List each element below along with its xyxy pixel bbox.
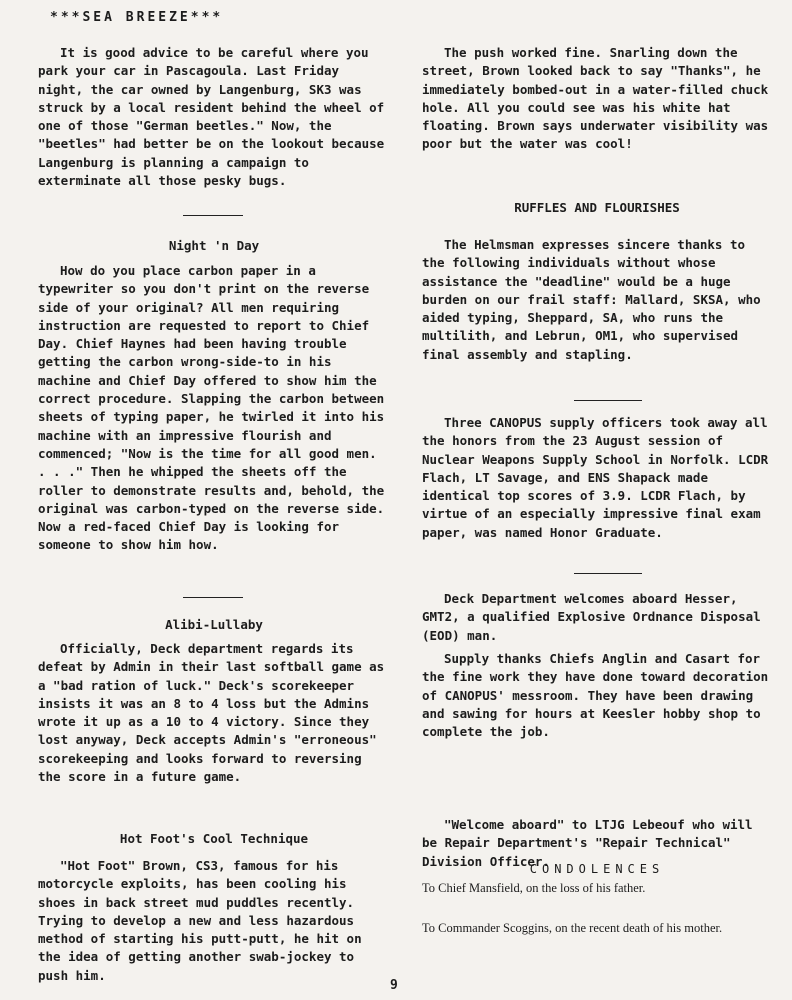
alibi-lullaby-article: Officially, Deck department regards its defeat by Admin in their last softball game as a "bad ration of luck." Deck's scorekeeper insists it was an 8 to 4 loss but the Admins wrote it up as a 10 to 4 victory. Since they lost anyway, Deck accepts Admin's "erroneous" scorekeeping and looks forward to reversing the score in a future game. xyxy=(38,641,385,785)
canopus-officers-article: Three CANOPUS supply officers took away all the honors from the 23 August session of Nuclear Weapons Supply School in Norfolk. LCDR Flach, LT Savage, and ENS Shapack made identical top scores of 3.9. LCDR Flach, by virtue of an especially impressive final exam paper, was named Honor Graduate. xyxy=(422,415,769,540)
ruffles-heading: RUFFLES AND FLOURISHES xyxy=(514,200,680,215)
divider-rule xyxy=(574,400,642,401)
deck-department-article: Deck Department welcomes aboard Hesser, GMT2, a qualified Explosive Ordnance Disposal (EOD) man. xyxy=(422,591,761,643)
divider-rule xyxy=(574,573,642,574)
parking-article: It is good advice to be careful where you park your car in Pascagoula. Last Friday night, the car owned by Langenburg, SK3 was struck by a local resident behind the wheel of one of those "German beetles." Now, the "beetles" had better be on the lookout because Langenburg is planning a campaign to exterminate all those pesky bugs. xyxy=(38,45,385,189)
condolence-item: To Chief Mansfield, on the loss of his father. xyxy=(422,881,646,895)
hot-foot-article: "Hot Foot" Brown, CS3, famous for his motorcycle exploits, has been cooling his shoes in back street mud puddles recently. Trying to develop a new and less hazardous method of starting his putt-putt, he hit on the idea of getting another swab-jockey to push him. xyxy=(38,858,362,983)
welcome-aboard-article: "Welcome aboard" to LTJG Lebeouf who will be Repair Department's "Repair Technical" Division Officer. xyxy=(422,817,753,869)
condolences-heading: CONDOLENCES xyxy=(529,862,665,876)
hot-foot-heading: Hot Foot's Cool Technique xyxy=(119,831,309,846)
night-n-day-article: How do you place carbon paper in a typewriter so you don't print on the reverse side of your original? All men requiring instruction are requested to report to Chief Day. Chief Haynes had been having trouble getting the carbon wrong-side-to in his machine and Chief Day offered to show him the correct procedure. Slapping the carbon between sheets of typing paper, he twirled it into his machine with an impressive flourish and commenced; "Now is the time for all good men. . . ." Then he whipped the sheets off the roller to demonstrate results and, behold, the original was carbon-typed on the reverse side. Now a red-faced Chief Day is looking for someone to show him how. xyxy=(38,263,385,553)
night-n-day-heading: Night 'n Day xyxy=(168,238,260,253)
page-number: 9 xyxy=(390,978,398,993)
divider-rule xyxy=(183,215,243,216)
supply-thanks-article: Supply thanks Chiefs Anglin and Casart for the fine work they have done toward decoration of CANOPUS' messroom. They have been drawing and sawing for hours at Keesler hobby shop to complete the job. xyxy=(422,651,769,740)
condolence-item: To Commander Scoggins, on the recent death of his mother. xyxy=(422,921,723,935)
ruffles-article: The Helmsman expresses sincere thanks to the following individuals without whose assistance the "deadline" would be a huge burden on our frail staff: Mallard, SKSA, who aided typing, Sheppard, SA, who runs the multilith, and Lebrun, OM1, who supervised final assembly and stapling. xyxy=(422,237,761,362)
push-article: The push worked fine. Snarling down the street, Brown looked back to say "Thanks", he immediately bombed-out in a water-filled chuck hole. All you could see was his white hat floating. Brown says underwater visibility was poor but the water was cool! xyxy=(422,45,769,152)
alibi-lullaby-heading: Alibi-Lullaby xyxy=(165,617,263,632)
masthead-title: ***SEA BREEZE*** xyxy=(50,10,224,25)
divider-rule xyxy=(183,597,243,598)
